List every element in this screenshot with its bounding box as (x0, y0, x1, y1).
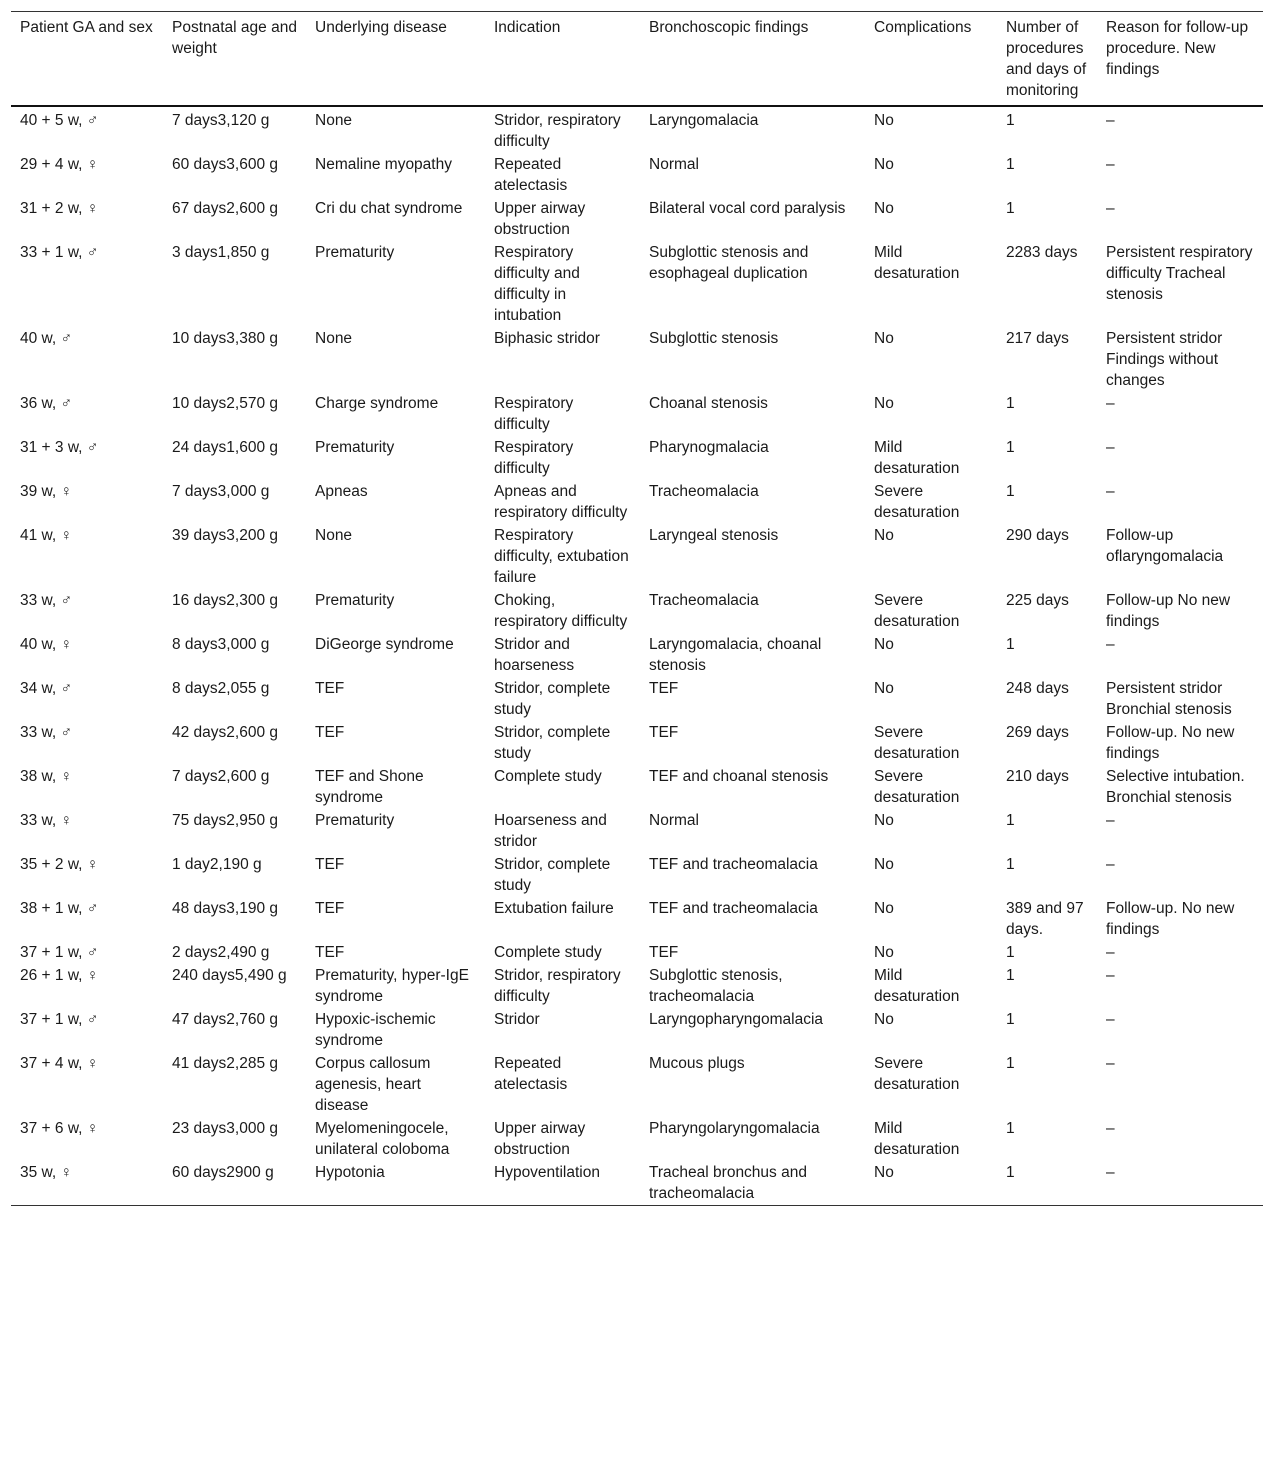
cell-follow-up-reason: – (1106, 439, 1115, 456)
cell-underlying-disease: Hypoxic-ischemic syndrome (315, 1011, 436, 1049)
cell-follow-up-reason: – (1106, 112, 1115, 129)
cell-postnatal-age-weight: 8 days3,000 g (172, 636, 270, 653)
cell-underlying-disease: Prematurity (315, 592, 395, 609)
cell-bronchoscopic-findings: Pharyngolaryngomalacia (649, 1120, 820, 1137)
cell-patient-ga-sex: 35 + 2 w, ♀ (20, 856, 99, 873)
cell-patient-ga-sex: 37 + 1 w, ♂ (20, 1011, 99, 1028)
cell-complications: Mild desaturation (874, 244, 960, 282)
cell-procedures-days: 1 (1006, 1055, 1015, 1072)
cell-underlying-disease: Corpus callosum agenesis, heart disease (315, 1055, 431, 1114)
cell-follow-up-reason: – (1106, 1164, 1115, 1181)
cell-indication: Hypoventilation (494, 1164, 600, 1181)
cell-complications: No (874, 395, 894, 412)
cell-follow-up-reason: Persistent respiratory difficulty Tracheal stenosis (1106, 244, 1253, 303)
table-row (11, 809, 1263, 853)
table-row (11, 480, 1263, 524)
cell-procedures-days: 1 (1006, 1120, 1015, 1137)
cell-bronchoscopic-findings: Subglottic stenosis (649, 330, 779, 347)
cell-bronchoscopic-findings: Tracheal bronchus and tracheomalacia (649, 1164, 807, 1202)
table-row (11, 633, 1263, 677)
cell-indication: Upper airway obstruction (494, 200, 586, 238)
cell-procedures-days: 1 (1006, 156, 1015, 173)
cell-patient-ga-sex: 40 + 5 w, ♂ (20, 112, 99, 129)
header-row (11, 12, 1263, 107)
cell-postnatal-age-weight: 1 day2,190 g (172, 856, 262, 873)
cell-bronchoscopic-findings: Tracheomalacia (649, 483, 759, 500)
cell-underlying-disease: TEF (315, 724, 345, 741)
cell-procedures-days: 1 (1006, 856, 1015, 873)
cell-procedures-days: 269 days (1006, 724, 1069, 741)
cell-follow-up-reason: – (1106, 1011, 1115, 1028)
cell-postnatal-age-weight: 24 days1,600 g (172, 439, 279, 456)
cell-underlying-disease: None (315, 112, 353, 129)
table-row (11, 964, 1263, 1008)
cell-patient-ga-sex: 33 w, ♂ (20, 592, 73, 609)
cell-postnatal-age-weight: 10 days3,380 g (172, 330, 279, 347)
cell-indication: Respiratory difficulty (494, 439, 574, 477)
cell-postnatal-age-weight: 23 days3,000 g (172, 1120, 279, 1137)
table-row (11, 106, 1263, 153)
cell-indication: Stridor, complete study (494, 724, 611, 762)
cell-indication: Apneas and respiratory difficulty (494, 483, 628, 521)
cell-bronchoscopic-findings: TEF and tracheomalacia (649, 900, 818, 917)
cell-bronchoscopic-findings: TEF and tracheomalacia (649, 856, 818, 873)
cell-underlying-disease: TEF (315, 856, 345, 873)
cell-procedures-days: 217 days (1006, 330, 1069, 347)
cell-complications: Mild desaturation (874, 1120, 960, 1158)
cell-complications: Severe desaturation (874, 724, 960, 762)
header-complications: Complications (874, 19, 972, 36)
cell-indication: Stridor, complete study (494, 680, 611, 718)
cell-patient-ga-sex: 38 w, ♀ (20, 768, 73, 785)
cell-follow-up-reason: – (1106, 395, 1115, 412)
cell-procedures-days: 1 (1006, 636, 1015, 653)
cell-underlying-disease: None (315, 330, 353, 347)
cell-postnatal-age-weight: 41 days2,285 g (172, 1055, 279, 1072)
cell-underlying-disease: Prematurity, hyper-IgE syndrome (315, 967, 469, 1005)
cell-complications: No (874, 856, 894, 873)
cell-procedures-days: 1 (1006, 944, 1015, 961)
table-row (11, 524, 1263, 589)
cell-complications: No (874, 200, 894, 217)
cell-patient-ga-sex: 38 + 1 w, ♂ (20, 900, 99, 917)
cell-postnatal-age-weight: 42 days2,600 g (172, 724, 279, 741)
cell-bronchoscopic-findings: Tracheomalacia (649, 592, 759, 609)
cell-procedures-days: 225 days (1006, 592, 1069, 609)
cell-procedures-days: 1 (1006, 483, 1015, 500)
cell-follow-up-reason: – (1106, 856, 1115, 873)
cell-postnatal-age-weight: 3 days1,850 g (172, 244, 270, 261)
table-row (11, 436, 1263, 480)
cell-complications: No (874, 112, 894, 129)
cell-postnatal-age-weight: 16 days2,300 g (172, 592, 279, 609)
cell-postnatal-age-weight: 7 days3,000 g (172, 483, 270, 500)
cell-underlying-disease: DiGeorge syndrome (315, 636, 454, 653)
cell-postnatal-age-weight: 48 days3,190 g (172, 900, 279, 917)
cell-procedures-days: 1 (1006, 112, 1015, 129)
cell-indication: Extubation failure (494, 900, 614, 917)
cell-complications: No (874, 944, 894, 961)
cell-follow-up-reason: Persistent stridor Bronchial stenosis (1106, 680, 1232, 718)
cell-indication: Hoarseness and stridor (494, 812, 607, 850)
cell-procedures-days: 290 days (1006, 527, 1069, 544)
cell-postnatal-age-weight: 60 days2900 g (172, 1164, 274, 1181)
cell-complications: No (874, 900, 894, 917)
cell-underlying-disease: Nemaline myopathy (315, 156, 452, 173)
cell-complications: Severe desaturation (874, 483, 960, 521)
cell-patient-ga-sex: 40 w, ♀ (20, 636, 73, 653)
cell-underlying-disease: TEF (315, 944, 345, 961)
cell-bronchoscopic-findings: Normal (649, 812, 699, 829)
cell-bronchoscopic-findings: Pharynogmalacia (649, 439, 769, 456)
cell-bronchoscopic-findings: Normal (649, 156, 699, 173)
cell-patient-ga-sex: 37 + 1 w, ♂ (20, 944, 99, 961)
cell-follow-up-reason: Follow-up. No new findings (1106, 900, 1235, 938)
cell-patient-ga-sex: 33 w, ♂ (20, 724, 73, 741)
cell-follow-up-reason: – (1106, 967, 1115, 984)
cell-indication: Stridor, respiratory difficulty (494, 112, 621, 150)
cell-postnatal-age-weight: 67 days2,600 g (172, 200, 279, 217)
cell-underlying-disease: Apneas (315, 483, 368, 500)
cell-procedures-days: 1 (1006, 395, 1015, 412)
table-row (11, 327, 1263, 392)
cell-postnatal-age-weight: 75 days2,950 g (172, 812, 279, 829)
cell-complications: Mild desaturation (874, 439, 960, 477)
cell-follow-up-reason: – (1106, 636, 1115, 653)
cell-bronchoscopic-findings: TEF (649, 944, 679, 961)
table-row (11, 765, 1263, 809)
cell-bronchoscopic-findings: Subglottic stenosis, tracheomalacia (649, 967, 783, 1005)
table-row (11, 1052, 1263, 1117)
cell-procedures-days: 248 days (1006, 680, 1069, 697)
table-row (11, 197, 1263, 241)
cell-procedures-days: 1 (1006, 812, 1015, 829)
cell-follow-up-reason: – (1106, 200, 1115, 217)
table-row (11, 589, 1263, 633)
cell-patient-ga-sex: 26 + 1 w, ♀ (20, 967, 99, 984)
cell-follow-up-reason: – (1106, 156, 1115, 173)
cell-postnatal-age-weight: 39 days3,200 g (172, 527, 279, 544)
cell-bronchoscopic-findings: Choanal stenosis (649, 395, 768, 412)
table-row (11, 897, 1263, 941)
patient-table-container (11, 11, 1263, 1206)
header-procedures-days: Number of procedures and days of monitoring (1006, 19, 1087, 99)
header-underlying-disease: Underlying disease (315, 19, 447, 36)
cell-indication: Repeated atelectasis (494, 1055, 568, 1093)
table-header (11, 12, 1263, 107)
cell-procedures-days: 1 (1006, 1011, 1015, 1028)
table-row (11, 721, 1263, 765)
cell-procedures-days: 2283 days (1006, 244, 1078, 261)
cell-procedures-days: 1 (1006, 439, 1015, 456)
cell-bronchoscopic-findings: Subglottic stenosis and esophageal duplication (649, 244, 809, 282)
header-follow-up-reason: Reason for follow-up procedure. New findings (1106, 19, 1249, 78)
cell-patient-ga-sex: 33 + 1 w, ♂ (20, 244, 99, 261)
cell-complications: No (874, 812, 894, 829)
cell-follow-up-reason: – (1106, 1055, 1115, 1072)
cell-complications: Mild desaturation (874, 967, 960, 1005)
cell-patient-ga-sex: 39 w, ♀ (20, 483, 73, 500)
cell-procedures-days: 1 (1006, 1164, 1015, 1181)
patient-bronchoscopy-table (11, 11, 1263, 1206)
cell-indication: Respiratory difficulty, extubation failure (494, 527, 629, 586)
cell-underlying-disease: Prematurity (315, 439, 395, 456)
header-patient-ga-sex: Patient GA and sex (20, 19, 153, 36)
cell-postnatal-age-weight: 10 days2,570 g (172, 395, 279, 412)
cell-bronchoscopic-findings: Laryngomalacia (649, 112, 759, 129)
table-row (11, 153, 1263, 197)
cell-bronchoscopic-findings: Laryngeal stenosis (649, 527, 779, 544)
header-indication: Indication (494, 19, 561, 36)
cell-bronchoscopic-findings: Laryngomalacia, choanal stenosis (649, 636, 822, 674)
cell-underlying-disease: TEF (315, 900, 345, 917)
cell-follow-up-reason: – (1106, 944, 1115, 961)
cell-bronchoscopic-findings: TEF and choanal stenosis (649, 768, 829, 785)
cell-underlying-disease: TEF (315, 680, 345, 697)
cell-follow-up-reason: Selective intubation. Bronchial stenosis (1106, 768, 1245, 806)
cell-indication: Biphasic stridor (494, 330, 600, 347)
cell-postnatal-age-weight: 8 days2,055 g (172, 680, 270, 697)
cell-patient-ga-sex: 34 w, ♂ (20, 680, 73, 697)
header-bronchoscopic-findings: Bronchoscopic findings (649, 19, 809, 36)
cell-underlying-disease: None (315, 527, 353, 544)
cell-patient-ga-sex: 36 w, ♂ (20, 395, 73, 412)
table-row (11, 677, 1263, 721)
cell-postnatal-age-weight: 47 days2,760 g (172, 1011, 279, 1028)
cell-indication: Repeated atelectasis (494, 156, 568, 194)
cell-underlying-disease: Myelomeningocele, unilateral coloboma (315, 1120, 450, 1158)
cell-indication: Stridor and hoarseness (494, 636, 575, 674)
cell-underlying-disease: TEF and Shone syndrome (315, 768, 424, 806)
header-postnatal-age-weight: Postnatal age and weight (172, 19, 297, 57)
cell-indication: Stridor, complete study (494, 856, 611, 894)
cell-patient-ga-sex: 37 + 6 w, ♀ (20, 1120, 99, 1137)
cell-indication: Stridor, respiratory difficulty (494, 967, 621, 1005)
cell-postnatal-age-weight: 60 days3,600 g (172, 156, 279, 173)
table-row (11, 1161, 1263, 1206)
cell-complications: No (874, 527, 894, 544)
cell-indication: Complete study (494, 768, 602, 785)
cell-procedures-days: 389 and 97 days. (1006, 900, 1084, 938)
table-row (11, 941, 1263, 964)
cell-follow-up-reason: – (1106, 483, 1115, 500)
cell-procedures-days: 210 days (1006, 768, 1069, 785)
cell-complications: No (874, 636, 894, 653)
cell-follow-up-reason: Follow-up oflaryngomalacia (1106, 527, 1224, 565)
table-row (11, 241, 1263, 327)
cell-indication: Upper airway obstruction (494, 1120, 586, 1158)
cell-indication: Choking, respiratory difficulty (494, 592, 628, 630)
cell-follow-up-reason: – (1106, 812, 1115, 829)
cell-underlying-disease: Charge syndrome (315, 395, 439, 412)
cell-bronchoscopic-findings: TEF (649, 680, 679, 697)
cell-underlying-disease: Hypotonia (315, 1164, 385, 1181)
cell-postnatal-age-weight: 7 days3,120 g (172, 112, 270, 129)
cell-follow-up-reason: Follow-up. No new findings (1106, 724, 1235, 762)
cell-indication: Respiratory difficulty (494, 395, 574, 433)
cell-procedures-days: 1 (1006, 967, 1015, 984)
cell-complications: Severe desaturation (874, 768, 960, 806)
cell-follow-up-reason: Persistent stridor Findings without changes (1106, 330, 1223, 389)
cell-patient-ga-sex: 29 + 4 w, ♀ (20, 156, 99, 173)
cell-underlying-disease: Prematurity (315, 812, 395, 829)
cell-underlying-disease: Cri du chat syndrome (315, 200, 463, 217)
cell-postnatal-age-weight: 2 days2,490 g (172, 944, 270, 961)
cell-bronchoscopic-findings: Bilateral vocal cord paralysis (649, 200, 846, 217)
cell-patient-ga-sex: 35 w, ♀ (20, 1164, 73, 1181)
cell-complications: Severe desaturation (874, 1055, 960, 1093)
table-row (11, 1117, 1263, 1161)
cell-indication: Stridor (494, 1011, 540, 1028)
cell-postnatal-age-weight: 240 days5,490 g (172, 967, 287, 984)
table-row (11, 853, 1263, 897)
cell-patient-ga-sex: 31 + 2 w, ♀ (20, 200, 99, 217)
cell-complications: No (874, 156, 894, 173)
cell-patient-ga-sex: 37 + 4 w, ♀ (20, 1055, 99, 1072)
cell-patient-ga-sex: 31 + 3 w, ♂ (20, 439, 99, 456)
cell-complications: No (874, 330, 894, 347)
cell-complications: No (874, 1164, 894, 1181)
table-row (11, 392, 1263, 436)
cell-patient-ga-sex: 40 w, ♂ (20, 330, 73, 347)
cell-patient-ga-sex: 41 w, ♀ (20, 527, 73, 544)
cell-postnatal-age-weight: 7 days2,600 g (172, 768, 270, 785)
cell-bronchoscopic-findings: Laryngopharyngomalacia (649, 1011, 824, 1028)
cell-indication: Respiratory difficulty and difficulty in intubation (494, 244, 580, 324)
cell-indication: Complete study (494, 944, 602, 961)
cell-follow-up-reason: – (1106, 1120, 1115, 1137)
table-body (11, 106, 1263, 1206)
cell-bronchoscopic-findings: TEF (649, 724, 679, 741)
table-row (11, 1008, 1263, 1052)
cell-patient-ga-sex: 33 w, ♀ (20, 812, 73, 829)
cell-bronchoscopic-findings: Mucous plugs (649, 1055, 745, 1072)
cell-follow-up-reason: Follow-up No new findings (1106, 592, 1231, 630)
cell-complications: Severe desaturation (874, 592, 960, 630)
cell-underlying-disease: Prematurity (315, 244, 395, 261)
cell-procedures-days: 1 (1006, 200, 1015, 217)
cell-complications: No (874, 1011, 894, 1028)
cell-complications: No (874, 680, 894, 697)
